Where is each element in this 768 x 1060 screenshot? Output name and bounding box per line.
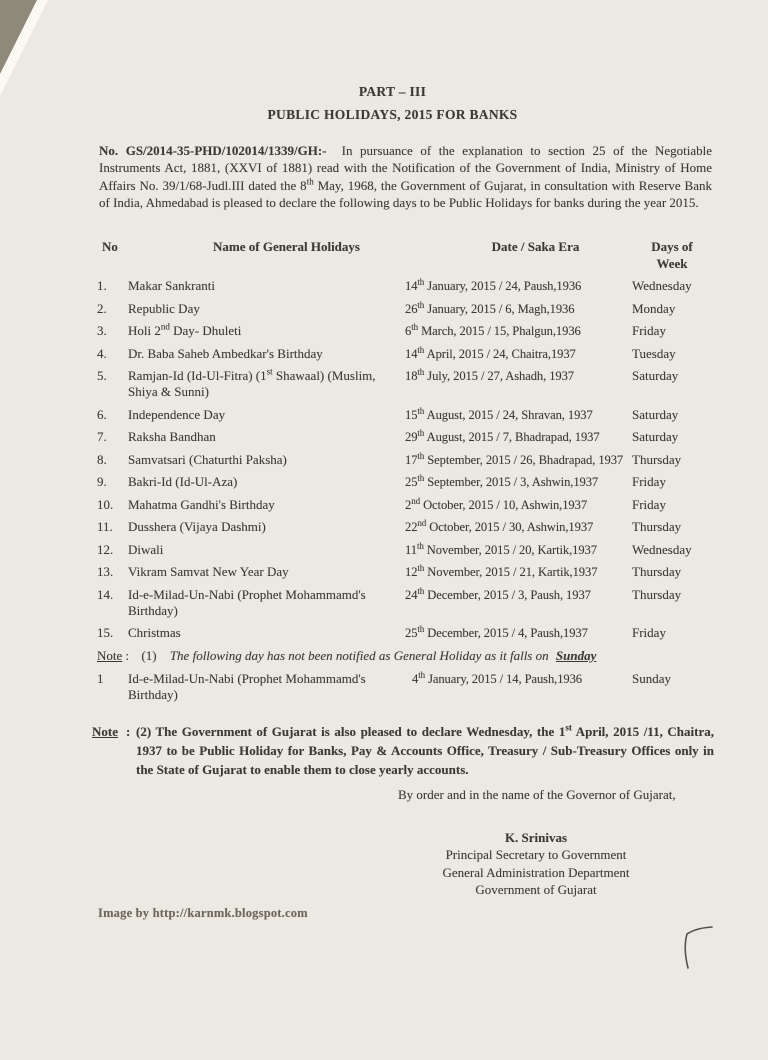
row-number: 11. <box>97 519 113 534</box>
table-body <box>0 278 768 641</box>
table-row <box>0 301 768 317</box>
note-1-colon: : <box>125 647 130 663</box>
header-day-line2: Week <box>656 256 688 271</box>
row-number: 14. <box>97 586 114 602</box>
holiday-day: Saturday <box>632 406 679 422</box>
document-title: PUBLIC HOLIDAYS, 2015 FOR BANKS <box>267 107 518 122</box>
holiday-name: Christmas <box>128 625 181 640</box>
holiday-day: Tuesday <box>632 345 676 361</box>
intro-text: In pursuance of the explanation to section 25 of the Negotiable Instruments Act, 1881, (XXVI of 1881) read with the Notification of the Government of India, Ministry of Home Affairs No. 39/1/68-Judl.III dated the 8th May, 1968, the Government of Gujarat, in consultation with Reserve Bank of India, Ahmedabad is pleased to declare the following days to be Public Holidays for banks during the year 2015. <box>99 143 712 211</box>
note-1-text: The following day has not been notified as General Holiday as it falls on <box>169 647 549 663</box>
holiday-day: Friday <box>632 323 666 338</box>
row-number: 10. <box>97 496 114 512</box>
holiday-name: Raksha Bandhan <box>128 429 216 444</box>
holiday-name: Ramjan-Id (Id-Ul-Fitra) (1st Shawaal) (Muslim, Shiya & Sunni) <box>128 366 376 399</box>
row-number: 12. <box>97 541 114 557</box>
reference-number: No. GS/2014-35-PHD/102014/1339/GH:- <box>99 143 327 158</box>
holiday-day: Sunday <box>632 670 671 686</box>
holiday-name: Dusshera (Vijaya Dashmi) <box>128 519 266 534</box>
table-row <box>0 474 768 490</box>
intro-paragraph <box>99 142 712 212</box>
note-2-label: Note <box>92 723 118 739</box>
header-no: No <box>102 239 118 254</box>
holiday-day: Saturday <box>632 429 679 444</box>
note-2 <box>0 722 768 779</box>
row-number: 13. <box>97 564 114 579</box>
note-1-highlight: Sunday <box>555 647 597 663</box>
holiday-date: 29th August, 2015 / 7, Bhadrapad, 1937 <box>405 427 600 444</box>
row-number: 15. <box>97 625 114 640</box>
holiday-date: 26th January, 2015 / 6, Magh,1936 <box>405 299 575 316</box>
table-row <box>0 452 768 468</box>
row-number: 1. <box>97 278 107 293</box>
signatory-government: Government of Gujarat <box>475 882 597 897</box>
header-day-line1: Days of <box>651 239 693 254</box>
table-row <box>0 407 768 423</box>
holiday-name: Republic Day <box>128 300 200 316</box>
holiday-name: Samvatsari (Chaturthi Paksha) <box>128 451 287 467</box>
holiday-day: Wednesday <box>632 278 692 293</box>
holiday-day: Thursday <box>632 564 682 579</box>
watermark-credit: Image by http://karnmk.blogspot.com <box>98 905 308 920</box>
note-2-text: (2) The Government of Gujarat is also pleased to declare Wednesday, the 1st April, 2015 /11, Chaitra, 1937 to be Public Holiday for Banks, Pay & Accounts Office, Treasury / Sub-Treasury Offices only in the State of Gujarat to enable them to close yearly accounts. <box>136 722 714 777</box>
note-1 <box>0 648 768 664</box>
table-row <box>0 587 768 619</box>
signature-block <box>380 829 692 899</box>
holiday-date: 2nd October, 2015 / 10, Ashwin,1937 <box>405 495 588 512</box>
holiday-day: Friday <box>632 474 666 489</box>
table-row <box>0 625 768 641</box>
table-row <box>0 346 768 362</box>
signatory-designation: Principal Secretary to Government <box>445 847 627 862</box>
holiday-day: Saturday <box>632 368 679 383</box>
header-name: Name of General Holidays <box>213 239 360 254</box>
table-row <box>0 497 768 513</box>
holiday-name: Independence Day <box>128 406 226 422</box>
holiday-date: 14th January, 2015 / 24, Paush,1936 <box>405 276 582 293</box>
pen-mark <box>668 918 722 980</box>
table-row <box>0 519 768 535</box>
holiday-name: Vikram Samvat New Year Day <box>128 564 289 579</box>
holiday-date: 12th November, 2015 / 21, Kartik,1937 <box>405 562 598 579</box>
table-row <box>0 278 768 294</box>
note-1-label: Note <box>97 647 123 663</box>
document-body <box>0 233 768 921</box>
signatory-department: General Administration Department <box>442 864 630 880</box>
row-number: 9. <box>97 474 107 489</box>
holiday-date: 22nd October, 2015 / 30, Ashwin,1937 <box>405 517 594 534</box>
holiday-name: Diwali <box>128 541 164 557</box>
part-title: PART – III <box>358 84 427 99</box>
excluded-holiday-row <box>0 671 768 703</box>
row-number: 1 <box>97 670 104 686</box>
holiday-date: 24th December, 2015 / 3, Paush, 1937 <box>405 585 591 602</box>
holiday-name: Dr. Baba Saheb Ambedkar's Birthday <box>128 345 323 361</box>
holiday-date: 11th November, 2015 / 20, Kartik,1937 <box>405 540 597 557</box>
table-header <box>0 238 768 272</box>
table-row <box>0 323 768 339</box>
table-row <box>0 564 768 580</box>
table-row <box>0 368 768 400</box>
row-number: 3. <box>97 323 107 338</box>
holiday-date: 25th September, 2015 / 3, Ashwin,1937 <box>405 472 599 489</box>
note-2-colon: : <box>126 723 131 739</box>
holiday-name: Mahatma Gandhi's Birthday <box>128 496 275 512</box>
holiday-day: Thursday <box>632 586 682 602</box>
holiday-day: Wednesday <box>632 541 692 557</box>
holiday-date: 25th December, 2015 / 4, Paush,1937 <box>405 623 588 640</box>
holiday-date: 14th April, 2015 / 24, Chaitra,1937 <box>405 344 576 361</box>
header-date: Date / Saka Era <box>491 239 580 254</box>
holiday-date: 6th March, 2015 / 15, Phalgun,1936 <box>405 321 581 338</box>
row-number: 7. <box>97 429 107 444</box>
holiday-name: Holi 2nd Day- Dhuleti <box>128 321 242 338</box>
holiday-date: 4th January, 2015 / 14, Paush,1936 <box>412 669 583 686</box>
row-number: 8. <box>97 451 107 467</box>
row-number: 6. <box>97 406 107 422</box>
note-1-number: (1) <box>141 647 157 663</box>
table-row <box>0 429 768 445</box>
holiday-date: 18th July, 2015 / 27, Ashadh, 1937 <box>405 366 574 383</box>
holiday-day: Friday <box>632 496 666 512</box>
holiday-day: Monday <box>632 300 676 316</box>
holiday-name: Bakri-Id (Id-Ul-Aza) <box>128 474 238 489</box>
holiday-name: Makar Sankranti <box>128 278 216 293</box>
holiday-name: Id-e-Milad-Un-Nabi (Prophet Mohammamd's Birthday) <box>128 670 366 702</box>
row-number: 4. <box>97 345 107 361</box>
holiday-day: Thursday <box>632 519 682 534</box>
row-number: 5. <box>97 368 107 383</box>
holiday-day: Friday <box>632 625 666 640</box>
holiday-date: 15th August, 2015 / 24, Shravan, 1937 <box>405 405 593 422</box>
signatory-name: K. Srinivas <box>504 829 568 845</box>
row-number: 2. <box>97 300 107 316</box>
table-row <box>0 542 768 558</box>
holiday-name: Id-e-Milad-Un-Nabi (Prophet Mohammamd's Birthday) <box>128 586 366 618</box>
holiday-day: Thursday <box>632 451 682 467</box>
closing-line: By order and in the name of the Governor of Gujarat, <box>398 786 676 802</box>
holiday-date: 17th September, 2015 / 26, Bhadrapad, 1937 <box>405 450 624 467</box>
